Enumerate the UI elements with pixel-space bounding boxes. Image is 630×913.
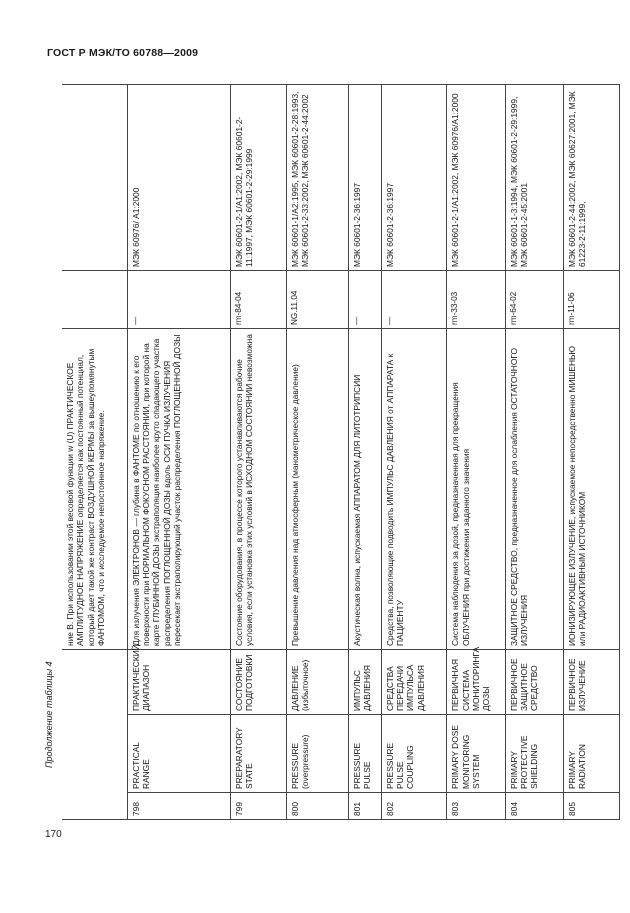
table-row xyxy=(62,85,127,820)
cell-en: PRIMARY PROTECTIVE SHIELDING xyxy=(505,715,563,793)
cell-en: PRIMARY RADIATION xyxy=(563,715,619,793)
cell-num: 799 xyxy=(230,793,286,820)
cell-num: 803 xyxy=(447,793,506,820)
page-number: 170 xyxy=(45,829,62,840)
cell-en: PRACTICAL RANGE xyxy=(127,715,230,793)
cell-std: МЭК 60601-1/А2:1995, МЭК 60601-2-28:1993, МЭК 60601-2-33:2002, МЭК 60601-2-44:2002 xyxy=(287,85,349,271)
cell-ru: ДАВЛЕНИЕ (избыточное) xyxy=(287,650,349,715)
cell-ru: ПРАКТИЧЕСКИЙ ДИАПАЗОН xyxy=(127,650,230,715)
cell-def: Акустическая волна, испускаемая АППАРАТОМ ДЛЯ ЛИТОТРИПСИИ xyxy=(349,329,382,650)
cell-def: Превышение давления над атмосферным (манометрическое давление) xyxy=(287,329,349,650)
cell-num: 805 xyxy=(563,793,619,820)
cell-ru: СОСТОЯНИЕ ПОДГОТОВКИ xyxy=(230,650,286,715)
cell-std: МЭК 60601-2-1/А1:2002, МЭК 60601-2-11:1997, МЭК 60601-2-29:1999 xyxy=(230,85,286,271)
terms-table xyxy=(62,84,620,820)
table-row xyxy=(127,85,230,820)
cell-def: ние В. При использовании этой весовой функции w (U) ПРАКТИЧЕСКОЕ АМПЛИТУДНОЕ НАПРЯЖЕНИЕ определяется как постоянный потенциал, который дает такой же контраст ВОЗДУШНОЙ КЕРМЫ за вышеупомянутым ФАНТОМОМ, что и исследуемое непостоянное напряжение. xyxy=(62,329,127,650)
cell-std: МЭК 60601-2-44:2002, МЭК 60627:2001, МЭК 61223-2-11:1999, xyxy=(563,85,619,271)
cell-en: PRESSURE PULSE xyxy=(349,715,382,793)
cell-ru: ПЕРВИЧНАЯ СИСТЕМА МОНИТОРИНГА ДОЗЫ xyxy=(447,650,506,715)
cell-def: Средства, позволяющие подводить ИМПУЛЬС ДАВЛЕНИЯ от АППАРАТА к ПАЦИЕНТУ xyxy=(381,329,446,650)
cell-ru: СРЕДСТВА ПЕРЕДАЧИ ИМПУЛЬСА ДАВЛЕНИЯ xyxy=(381,650,446,715)
cell-ru: ПЕРВИЧНОЕ ЗАЩИТНОЕ СРЕДСТВО xyxy=(505,650,563,715)
cell-code: — xyxy=(127,271,230,329)
cell-num: 800 xyxy=(287,793,349,820)
cell-code: rm-33-03 xyxy=(447,271,506,329)
cell-ru xyxy=(62,650,127,715)
cell-en: PRESSURE PULSE COUPLING xyxy=(381,715,446,793)
cell-def: Для излучения ЭЛЕКТРОНОВ — глубина в ФАНТОМЕ по отношению к его поверхности при НОРМАЛЬНОМ ФОКУСНОМ РАССТОЯНИИ, при которой на карте ГЛУБИННОЙ ДОЗЫ экстраполяция наиболее круто спадающего участка распределения ПОГЛОЩЕННОЙ ДОЗЫ вдоль ОСИ ПУЧКА ИЗЛУЧЕНИЯ пересекает экстраполирующий участок распределения ПОГЛОЩЕННОЙ ДОЗЫ xyxy=(127,329,230,650)
table-row xyxy=(287,85,349,820)
cell-def: ЗАЩИТНОЕ СРЕДСТВО, предназначенное для ослабления ОСТАТОЧНОГО ИЗЛУЧЕНИЯ xyxy=(505,329,563,650)
cell-def: Система наблюдения за дозой, предназначенная для прекращения ОБЛУЧЕНИЯ при достижении заданного значения xyxy=(447,329,506,650)
cell-en: PRESSURE (overpressure) xyxy=(287,715,349,793)
cell-num xyxy=(62,793,127,820)
cell-def: Состояние оборудования, в процессе которого устанавливаются рабочие условия, если установка этих условий в ИСХОДНОМ СОСТОЯНИИ невозможна xyxy=(230,329,286,650)
rotated-table-container xyxy=(62,85,620,820)
cell-num: 804 xyxy=(505,793,563,820)
cell-num: 801 xyxy=(349,793,382,820)
cell-en: PRIMARY DOSE MONITORING SYSTEM xyxy=(447,715,506,793)
cell-code: rm-11-06 xyxy=(563,271,619,329)
cell-std: МЭК 60601-2-36:1997 xyxy=(349,85,382,271)
cell-code: — xyxy=(381,271,446,329)
cell-ru: ИМПУЛЬС ДАВЛЕНИЯ xyxy=(349,650,382,715)
cell-code: — xyxy=(349,271,382,329)
table-row xyxy=(505,85,563,820)
cell-std: МЭК 60976/ А1:2000 xyxy=(127,85,230,271)
cell-std: МЭК 60601-2-1/А1:2002, МЭК 60976/А1:2000 xyxy=(447,85,506,271)
cell-ru: ПЕРВИЧНОЕ ИЗЛУЧЕНИЕ xyxy=(563,650,619,715)
cell-code xyxy=(62,271,127,329)
cell-num: 802 xyxy=(381,793,446,820)
cell-en: PREPARATORY STATE xyxy=(230,715,286,793)
document-header: ГОСТ Р МЭК/ТО 60788—2009 xyxy=(47,47,199,59)
cell-code: NG.11.04 xyxy=(287,271,349,329)
cell-std xyxy=(62,85,127,271)
table-caption: Продолжение таблицы 4 xyxy=(44,661,54,768)
cell-std: МЭК 60601-1-3:1994, МЭК 60601-2-29:1999, МЭК 60601-2-45:2001 xyxy=(505,85,563,271)
table-row xyxy=(381,85,446,820)
cell-def: ИОНИЗИРУЮЩЕЕ ИЗЛУЧЕНИЕ, испускаемое непосредственно МИШЕНЬЮ или РАДИОАКТИВНЫМ ИСТОЧНИКОМ xyxy=(563,329,619,650)
table-row xyxy=(349,85,382,820)
cell-en xyxy=(62,715,127,793)
cell-code: rm-84-04 xyxy=(230,271,286,329)
table-row xyxy=(230,85,286,820)
cell-num: 798 xyxy=(127,793,230,820)
table-row xyxy=(447,85,506,820)
cell-code: rm-64-02 xyxy=(505,271,563,329)
cell-std: МЭК 60601-2-36:1997 xyxy=(381,85,446,271)
table-row xyxy=(563,85,619,820)
